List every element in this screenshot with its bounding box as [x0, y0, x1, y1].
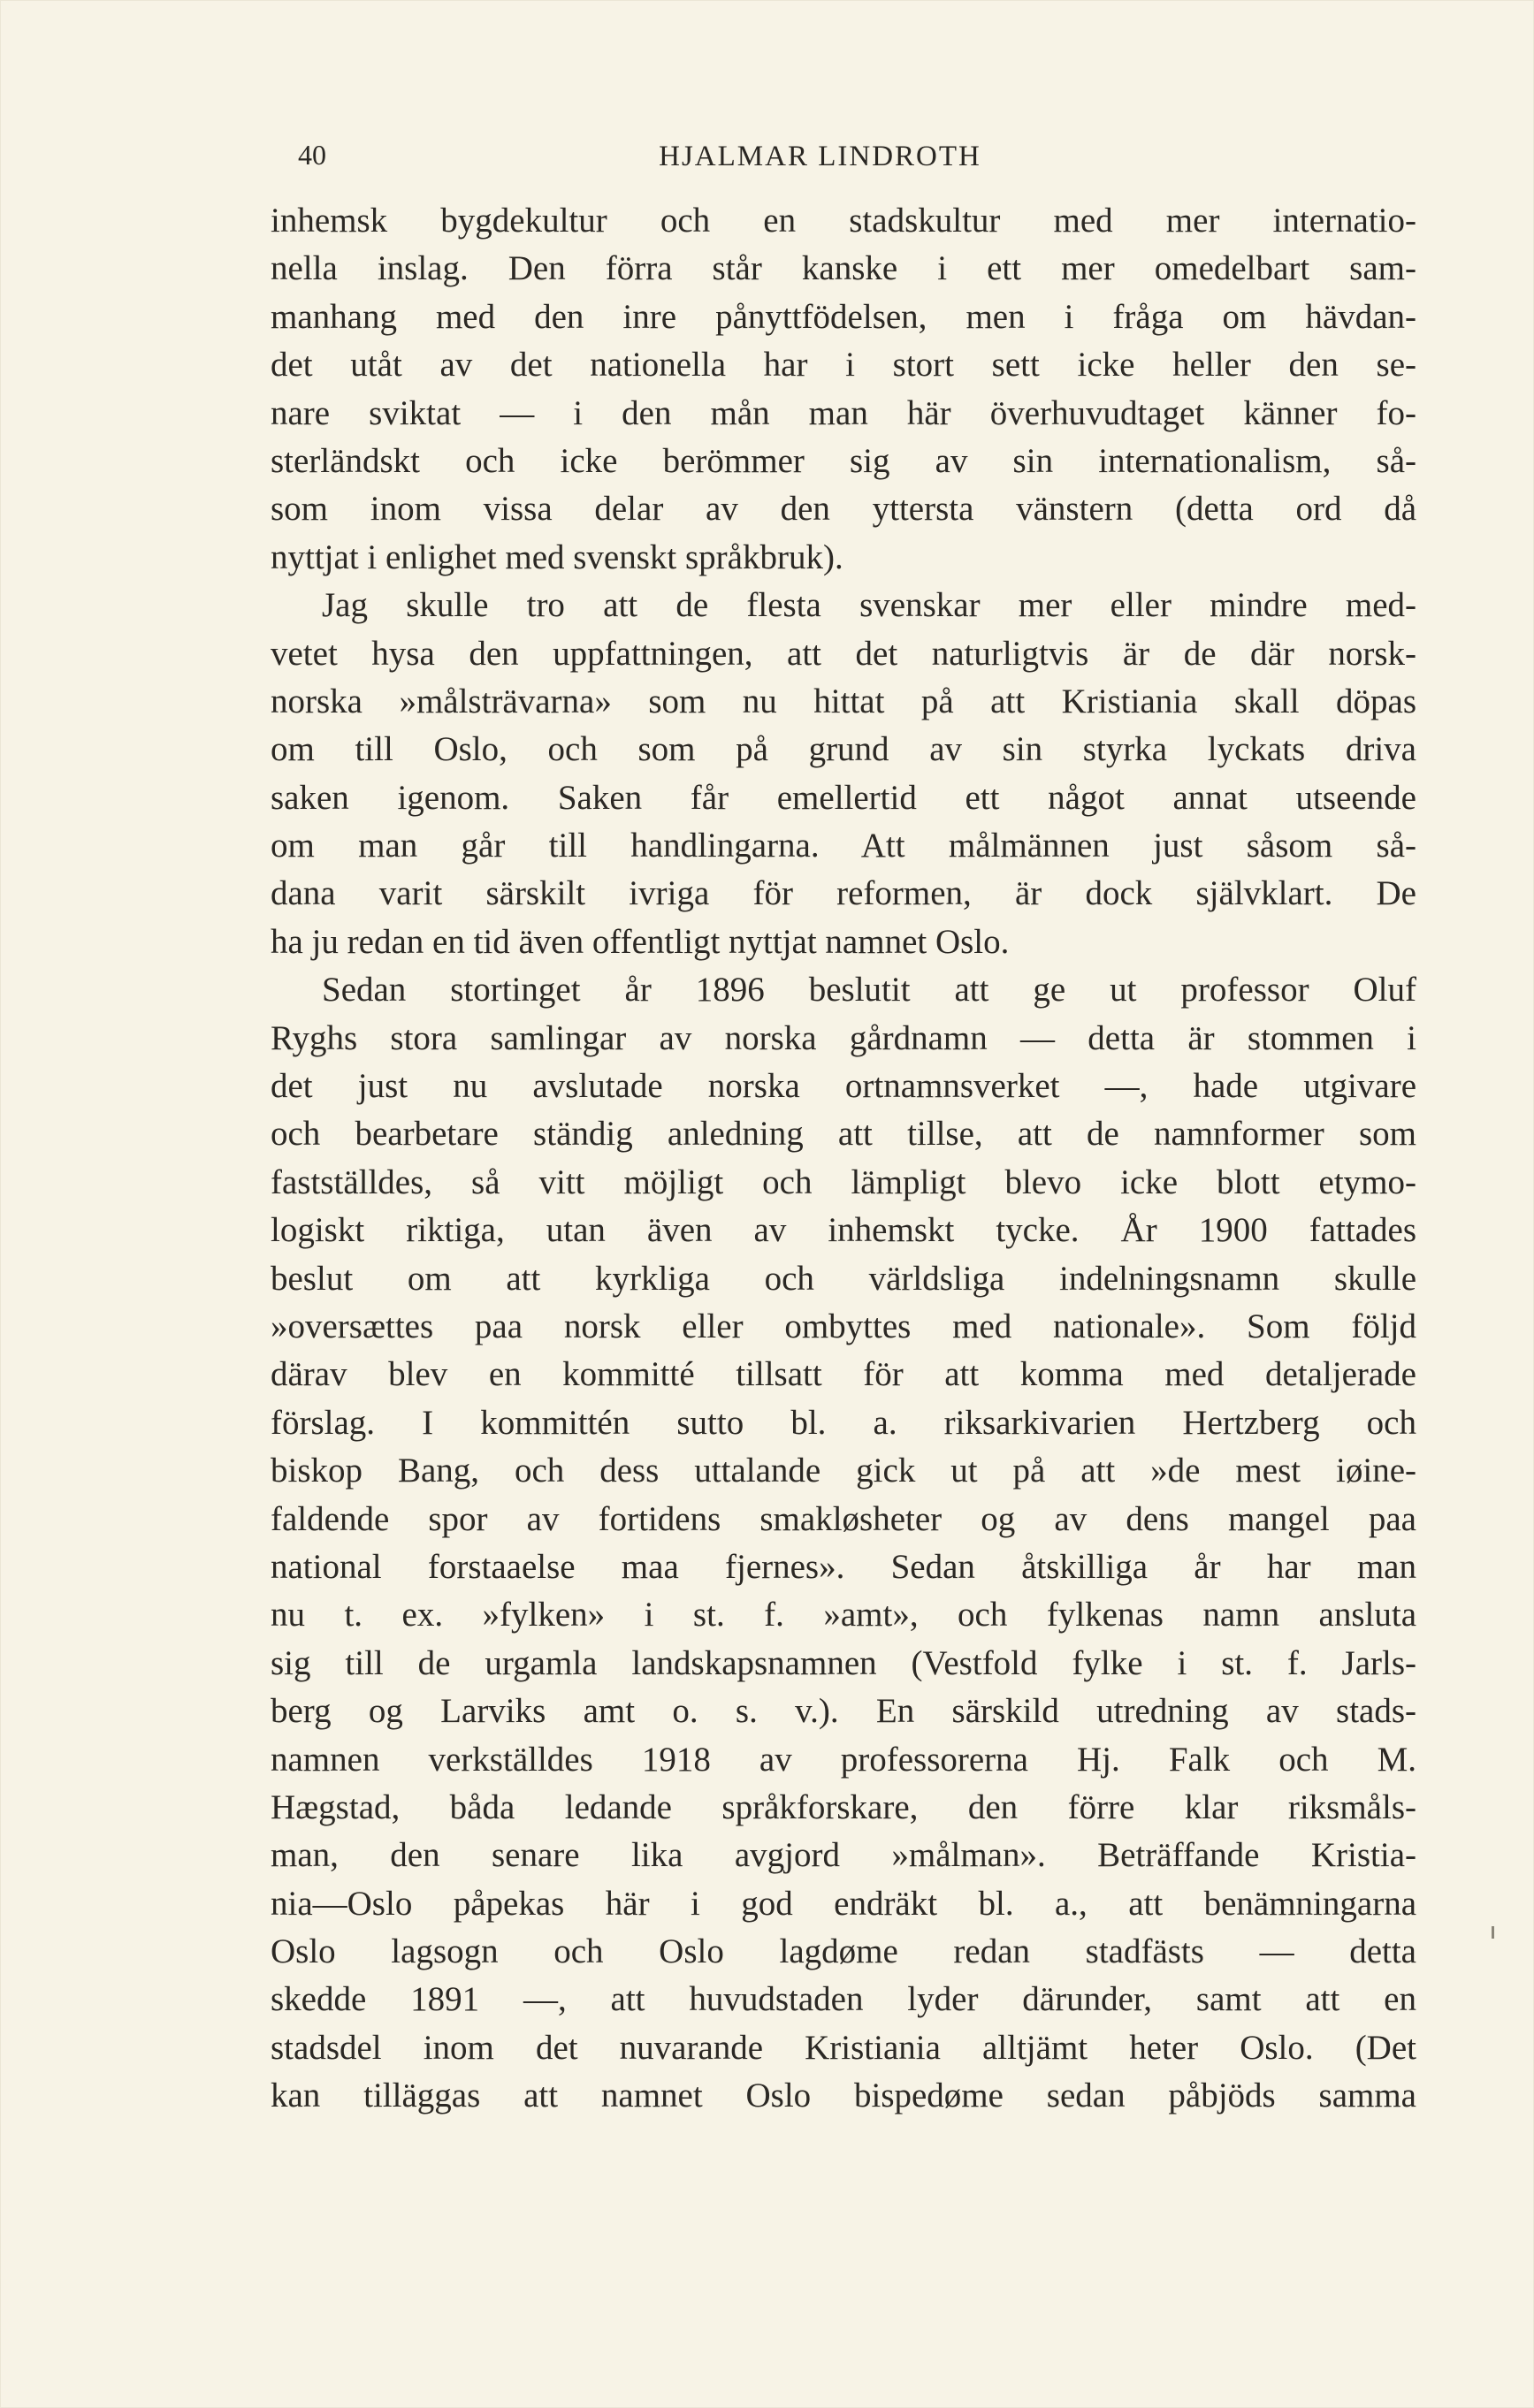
- text-line: Oslo lagsogn och Oslo lagdøme redan stadfästs — detta: [271, 1932, 1416, 1971]
- body-text: [271, 197, 1416, 2121]
- text-line: sterländskt och icke berömmer sig av sin internationalism, så-: [271, 441, 1416, 480]
- text-line: och bearbetare ständig anledning att tillse, att de namnformer som: [271, 1115, 1416, 1154]
- text-line: ha ju redan en tid även offentligt nyttjat namnet Oslo.: [271, 922, 1010, 961]
- text-line: vetet hysa den uppfattningen, att det naturligtvis är de där norsk-: [271, 634, 1416, 673]
- text-line: namnen verkställdes 1918 av professorerna Hj. Falk och M.: [271, 1740, 1416, 1779]
- text-line: om till Oslo, och som på grund av sin styrka lyckats driva: [271, 730, 1416, 769]
- text-line: som inom vissa delar av den yttersta vänstern (detta ord då: [271, 490, 1416, 529]
- text-line: Hægstad, båda ledande språkforskare, den förre klar riksmåls-: [271, 1787, 1416, 1826]
- text-line: Jag skulle tro att de flesta svenskar mer eller mindre med-: [322, 586, 1416, 625]
- text-line: biskop Bang, och dess uttalande gick ut på att »de mest iøine-: [271, 1452, 1416, 1490]
- text-line: Ryghs stora samlingar av norska gårdnamn — detta är stommen i: [271, 1018, 1416, 1057]
- text-line: kan tilläggas att namnet Oslo bispedøme sedan påbjöds samma: [271, 2077, 1416, 2115]
- text-line: beslut om att kyrkliga och världsliga indelningsnamn skulle: [271, 1259, 1416, 1298]
- text-line: nyttjat i enlighet med svenskt språkbruk).: [271, 537, 843, 576]
- margin-mark: [1492, 1926, 1494, 1939]
- text-line: nu t. ex. »fylken» i st. f. »amt», och fylkenas namn ansluta: [271, 1596, 1416, 1635]
- text-line: förslag. I kommittén sutto bl. a. riksarkivarien Hertzberg och: [271, 1403, 1416, 1442]
- text-line: manhang med den inre pånyttfödelsen, men i fråga om hävdan-: [271, 297, 1416, 336]
- text-line: stadsdel inom det nuvarande Kristiania alltjämt heter Oslo. (Det: [271, 2028, 1416, 2067]
- text-line: om man går till handlingarna. Att målmännen just såsom så-: [271, 827, 1416, 865]
- text-line: fastställdes, så vitt möjligt och lämpligt blevo icke blott etymo-: [271, 1162, 1416, 1201]
- text-line: nella inslag. Den förra står kanske i ett mer omedelbart sam-: [271, 249, 1416, 288]
- text-line: Sedan stortinget år 1896 beslutit att ge ut professor Oluf: [322, 971, 1416, 1010]
- text-line: skedde 1891 —, att huvudstaden lyder därunder, samt att en: [271, 1980, 1416, 2019]
- text-line: logiskt riktiga, utan även av inhemskt tycke. År 1900 fattades: [271, 1211, 1416, 1250]
- text-line: saken igenom. Saken får emellertid ett något annat utseende: [271, 778, 1416, 817]
- running-head: HJALMAR LINDROTH: [659, 141, 981, 172]
- text-line: »oversættes paa norsk eller ombyttes med nationale». Som följd: [271, 1307, 1416, 1345]
- text-line: nare sviktat — i den mån man här överhuvudtaget känner fo-: [271, 393, 1416, 432]
- text-line: dana varit särskilt ivriga för reformen, är dock självklart. De: [271, 874, 1416, 913]
- text-line: norska »målsträvarna» som nu hittat på att Kristiania skall döpas: [271, 682, 1416, 720]
- text-line: berg og Larviks amt o. s. v.). En särskild utredning av stads-: [271, 1692, 1416, 1731]
- text-line: nia—Oslo påpekas här i god endräkt bl. a., att benämningarna: [271, 1884, 1416, 1923]
- text-line: national forstaaelse maa fjernes». Sedan åtskilliga år har man: [271, 1547, 1416, 1586]
- text-line: därav blev en kommitté tillsatt för att komma med detaljerade: [271, 1355, 1416, 1394]
- text-line: sig till de urgamla landskapsnamnen (Vestfold fylke i st. f. Jarls-: [271, 1643, 1416, 1682]
- text-line: det just nu avslutade norska ortnamnsverket —, hade utgivare: [271, 1067, 1416, 1106]
- text-line: inhemsk bygdekultur och en stadskultur med mer internatio-: [271, 202, 1416, 240]
- text-line: faldende spor av fortidens smakløsheter og av dens mangel paa: [271, 1499, 1416, 1538]
- text-line: man, den senare lika avgjord »målman». Beträffande Kristia-: [271, 1836, 1416, 1875]
- text-line: det utåt av det nationella har i stort sett icke heller den se-: [271, 346, 1416, 385]
- page-number: 40: [298, 139, 326, 171]
